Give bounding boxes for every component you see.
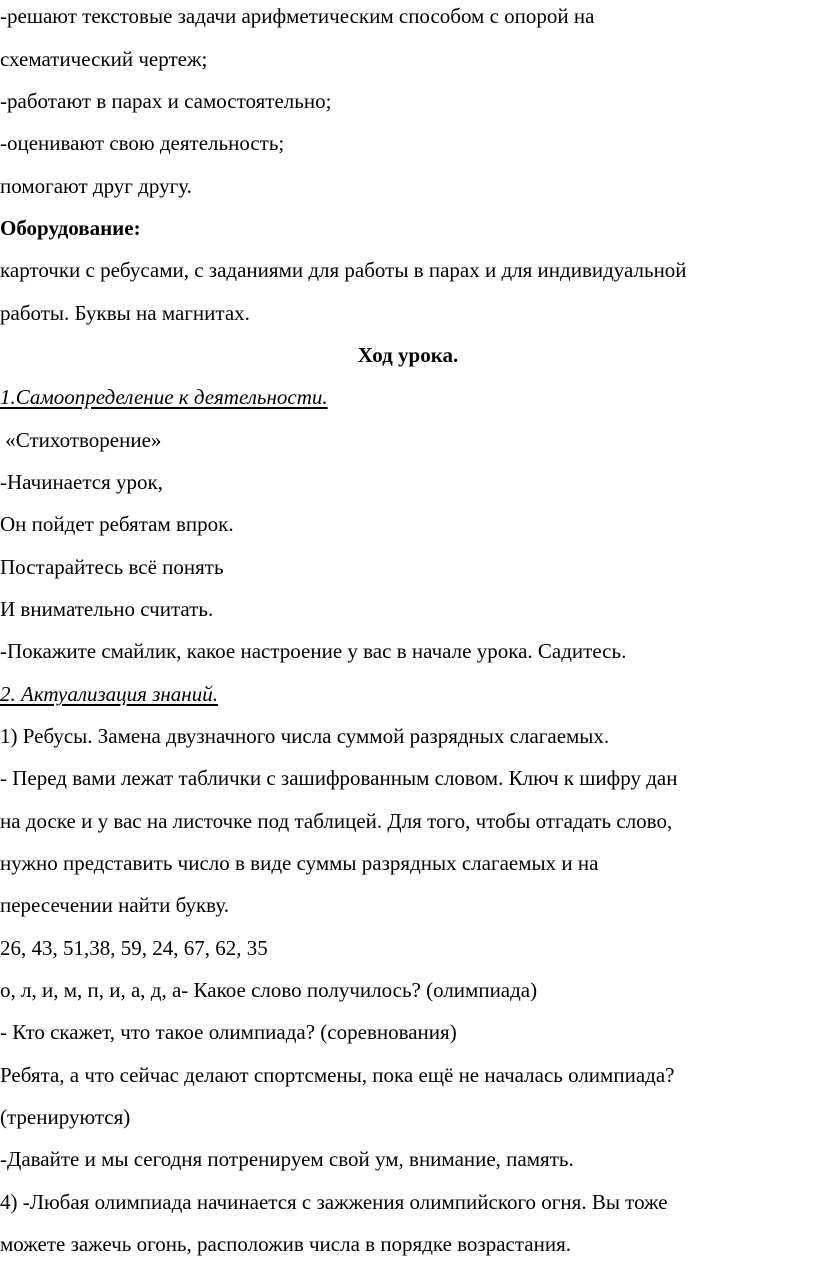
text-line: нужно представить число в виде суммы разрядных слагаемых и на: [0, 851, 599, 875]
text-line: 1) Ребусы. Замена двузначного числа суммой разрядных слагаемых.: [0, 724, 610, 748]
text-line: схематический чертеж;: [0, 47, 208, 71]
section-heading-2: 2. Актуализация знаний.: [0, 682, 218, 706]
lesson-plan-title: Ход урока.: [357, 343, 459, 367]
poem-line: Постарайтесь всё понять: [0, 555, 224, 579]
text-line: - Перед вами лежат таблички с зашифрованным словом. Ключ к шифру дан: [0, 766, 678, 790]
text-line: -решают текстовые задачи арифметическим способом с опорой на: [0, 4, 595, 28]
text-line: пересечении найти букву.: [0, 893, 230, 917]
text-line: работы. Буквы на магнитах.: [0, 301, 250, 325]
text-line: (тренируются): [0, 1105, 131, 1129]
text-line: можете зажечь огонь, расположив числа в порядке возрастания.: [0, 1232, 571, 1256]
text-line: помогают друг другу.: [0, 174, 192, 198]
text-line: Ребята, а что сейчас делают спортсмены, пока ещё не началась олимпиада?: [0, 1063, 675, 1087]
text-line: на доске и у вас на листочке под таблицей. Для того, чтобы отгадать слово,: [0, 809, 673, 833]
poem-line: И внимательно считать.: [0, 597, 214, 621]
text-line: -Давайте и мы сегодня потренируем свой ум, внимание, память.: [0, 1147, 574, 1171]
text-line: -работают в парах и самостоятельно;: [0, 89, 332, 113]
letters-line: о, л, и, м, п, и, а, д, а- Какое слово получилось? (олимпиада): [0, 978, 538, 1002]
poem-line: Он пойдет ребятам впрок.: [0, 512, 234, 536]
text-line: 4) -Любая олимпиада начинается с зажжения олимпийского огня. Вы тоже: [0, 1190, 668, 1214]
poem-line: -Начинается урок,: [0, 470, 163, 494]
poem-title: «Стихотворение»: [0, 428, 162, 452]
text-line: карточки с ребусами, с заданиями для работы в парах и для индивидуальной: [0, 258, 687, 282]
equipment-heading: Оборудование:: [0, 216, 141, 240]
text-line: -оценивают свою деятельность;: [0, 131, 285, 155]
section-heading-1: 1.Самоопределение к деятельности.: [0, 385, 328, 409]
numbers-line: 26, 43, 51,38, 59, 24, 67, 62, 35: [0, 936, 268, 960]
text-line: - Кто скажет, что такое олимпиада? (соревнования): [0, 1020, 457, 1044]
text-line: -Покажите смайлик, какое настроение у вас в начале урока. Садитесь.: [0, 639, 627, 663]
